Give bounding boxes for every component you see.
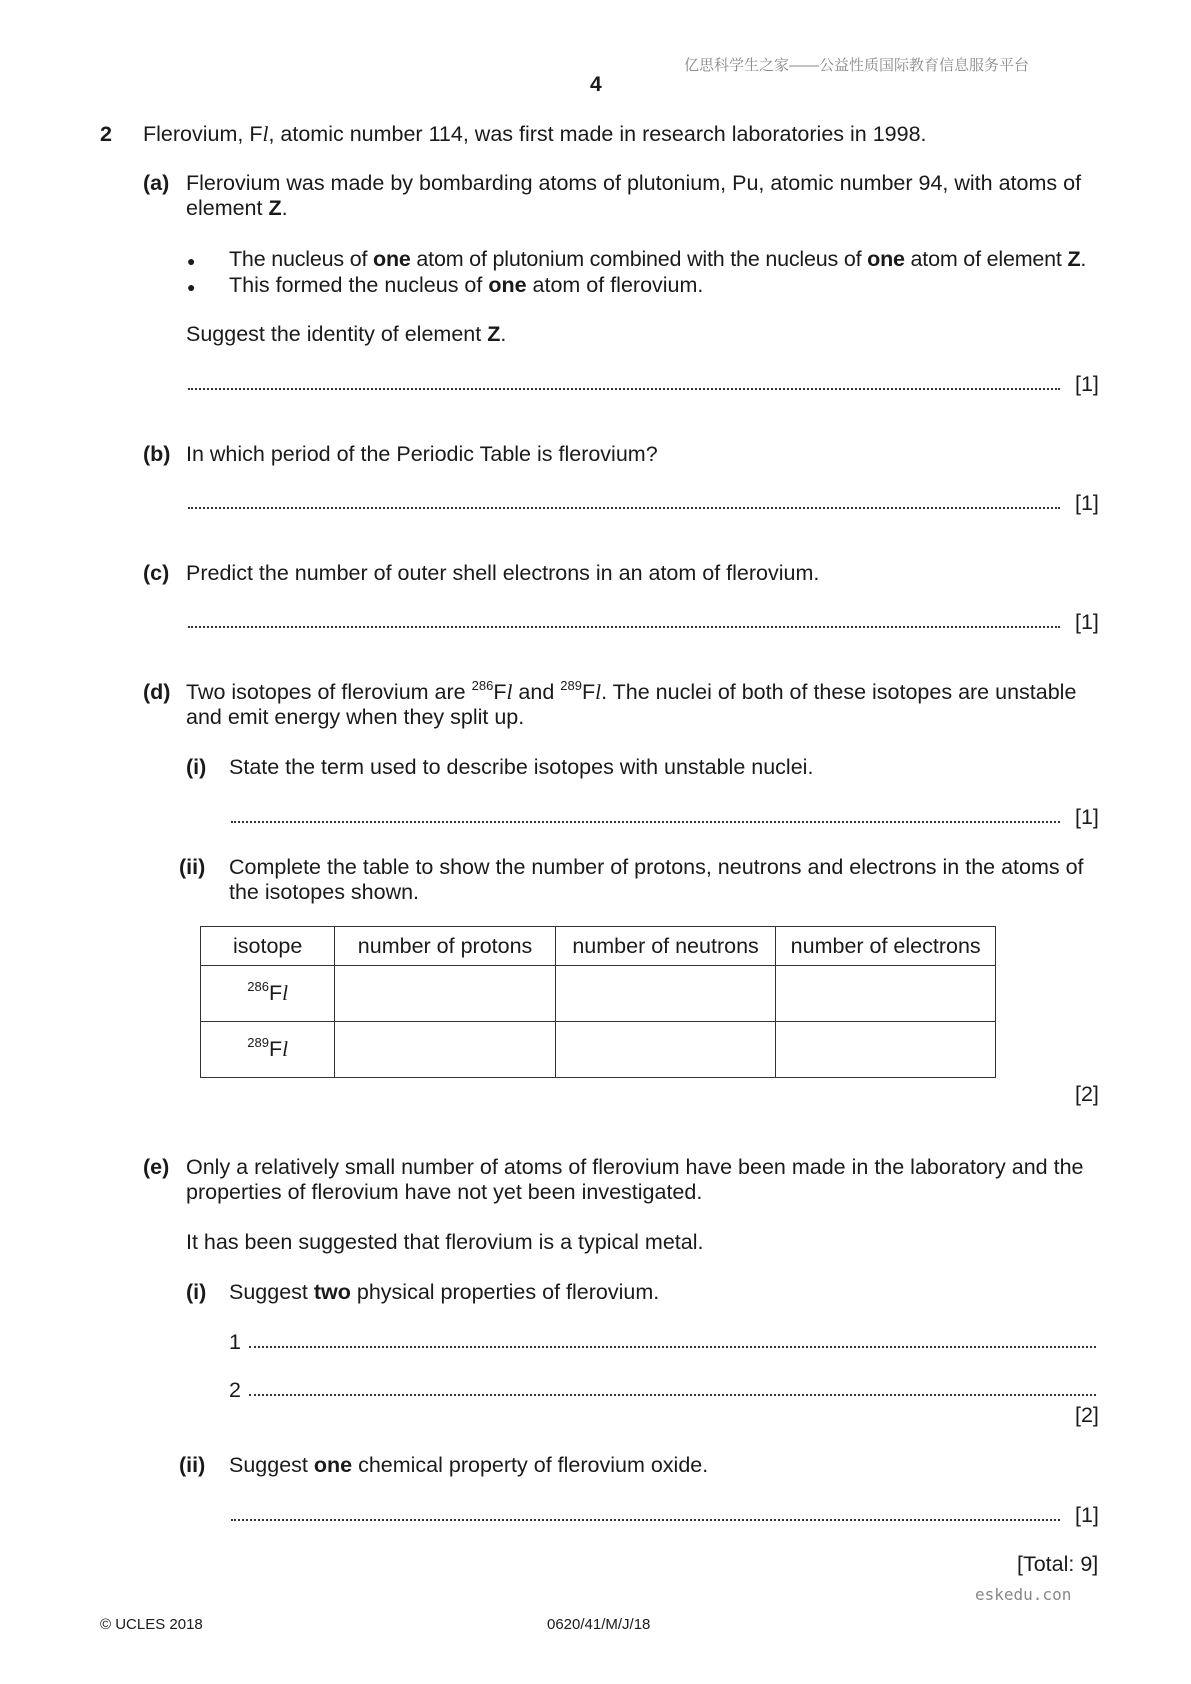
bullet-icon: ● [187,253,196,269]
part-a-label: (a) [143,171,170,195]
part-e-ii-question [229,1453,708,1478]
isotope2-symbol: l [595,680,602,704]
part-a-prompt [186,322,506,347]
footer-code: 0620/41/M/J/18 [547,1616,651,1633]
bullet1-t3: atom of element [904,247,1068,271]
part-b-label: (b) [143,442,171,466]
part-a-prompt-bold: Z [487,322,501,346]
header-protons: number of protons [335,927,555,966]
part-d-line2: and emit energy when they split up. [186,705,525,729]
isotope2-mass: 289 [560,678,582,693]
isotope-mass: 286 [247,979,269,994]
answer-number-2: 2 [229,1378,241,1402]
watermark-bottom: eskedu.con [975,1585,1072,1604]
isotope1-symbol: l [506,680,513,704]
marks-d-i: [1] [1075,805,1099,829]
part-a-bullet2 [229,273,703,298]
isotope-mass: 289 [247,1035,269,1050]
intro-text-2: , atomic number 114, was first made in research laboratories in 1998. [268,122,927,146]
answer-line-e-ii[interactable] [231,1519,1060,1521]
bullet1-t1: The nucleus of [229,247,374,271]
footer-copyright: © UCLES 2018 [100,1616,203,1633]
part-c-question: Predict the number of outer shell electrons in an atom of flerovium. [186,561,820,585]
part-d-ii-label: (ii) [179,855,206,879]
part-e-ii-t1: Suggest [229,1453,314,1477]
part-a-line2 [186,196,288,221]
marks-e-ii: [1] [1075,1503,1099,1527]
part-a-line2-end: . [281,196,288,220]
neutrons-cell[interactable] [555,966,776,1022]
part-d-i-label: (i) [186,755,207,779]
isotope-cell [201,1022,335,1078]
bullet1-t2: atom of plutonium combined with the nucleus of [410,247,868,271]
part-e-line2: properties of flerovium have not yet been investigated. [186,1180,703,1204]
watermark-top: 亿思科学生之家——公益性质国际教育信息服务平台 [684,57,1030,74]
isotope2-element: F [581,680,596,704]
question-intro [143,122,927,147]
total-marks: [Total: 9] [1017,1552,1099,1576]
part-e-line1: Only a relatively small number of atoms of flerovium have been made in the laboratory and the [186,1155,1084,1179]
isotope-cell [201,966,335,1022]
part-e-ii-b1: one [313,1453,353,1477]
protons-cell[interactable] [335,966,555,1022]
protons-cell[interactable] [335,1022,555,1078]
bullet2-t1: This formed the nucleus of [229,273,489,297]
isotope-element: F [268,1037,283,1061]
part-e-label: (e) [143,1155,170,1179]
part-d-label: (d) [143,680,171,704]
bullet1-b1: one [373,247,411,271]
bullet2-t2: atom of flerovium. [526,273,704,297]
bullet1-b2: one [867,247,905,271]
page-number: 4 [590,73,602,96]
electrons-cell[interactable] [776,1022,996,1078]
table-row [201,1022,996,1078]
header-neutrons: number of neutrons [555,927,776,966]
bullet-icon: ● [187,279,196,295]
neutrons-cell[interactable] [555,1022,776,1078]
electrons-cell[interactable] [776,966,996,1022]
intro-symbol: l [262,122,269,146]
bullet2-b1: one [488,273,527,297]
isotope1-mass: 286 [471,678,494,693]
answer-line-c[interactable] [188,626,1060,628]
marks-e-i: [2] [1075,1403,1099,1427]
part-e-i-t2: physical properties of flerovium. [350,1280,660,1304]
question-number: 2 [100,122,112,146]
table-row [201,966,996,1022]
part-a-prompt-end: . [500,322,507,346]
bullet1-b3: Z [1067,247,1081,271]
part-e-i-b1: two [313,1280,351,1304]
answer-line-d-i[interactable] [231,821,1060,823]
part-a-prompt-text: Suggest the identity of element [186,322,488,346]
part-e-ii-label: (ii) [179,1453,206,1477]
part-d-ii-line2: the isotopes shown. [229,880,420,904]
answer-line-b[interactable] [188,507,1060,509]
isotope-symbol: l [282,1037,289,1061]
intro-text-1: Flerovium, F [143,122,263,146]
isotope-element: F [268,981,283,1005]
answer-line-e-i-2[interactable] [249,1394,1096,1396]
part-e-ii-t2: chemical property of flerovium oxide. [352,1453,709,1477]
marks-a: [1] [1075,372,1099,396]
part-a-line2-text: element [186,196,269,220]
part-b-question: In which period of the Periodic Table is flerovium? [186,442,658,466]
isotope-symbol: l [282,981,289,1005]
part-a-line1: Flerovium was made by bombarding atoms of plutonium, Pu, atomic number 94, with atoms of [186,171,1082,195]
part-e-statement: It has been suggested that flerovium is a typical metal. [186,1230,704,1254]
part-c-label: (c) [143,561,170,585]
part-e-i-question [229,1280,659,1305]
part-d-t1: Two isotopes of flerovium are [186,680,472,704]
part-a-bullet1 [229,247,1086,272]
marks-d-ii: [2] [1075,1082,1099,1106]
part-e-i-t1: Suggest [229,1280,314,1304]
part-e-i-label: (i) [186,1280,207,1304]
part-a-line2-bold: Z [268,196,282,220]
answer-line-e-i-1[interactable] [249,1346,1096,1348]
table-header-row [201,927,996,966]
answer-number-1: 1 [229,1330,241,1354]
isotope-table [200,926,996,1078]
isotope1-element: F [493,680,507,704]
marks-b: [1] [1075,491,1099,515]
marks-c: [1] [1075,610,1099,634]
header-electrons: number of electrons [776,927,996,966]
part-d-i-question: State the term used to describe isotopes with unstable nuclei. [229,755,814,779]
bullet1-t4: . [1080,247,1087,271]
part-d-line1 [186,680,1076,705]
part-d-ii-line1: Complete the table to show the number of protons, neutrons and electrons in the atoms of [229,855,1084,879]
part-d-t2: and [512,680,561,704]
answer-line-a[interactable] [188,388,1060,390]
header-isotope: isotope [201,927,335,966]
part-d-t3: . The nuclei of both of these isotopes are unstable [601,680,1077,704]
